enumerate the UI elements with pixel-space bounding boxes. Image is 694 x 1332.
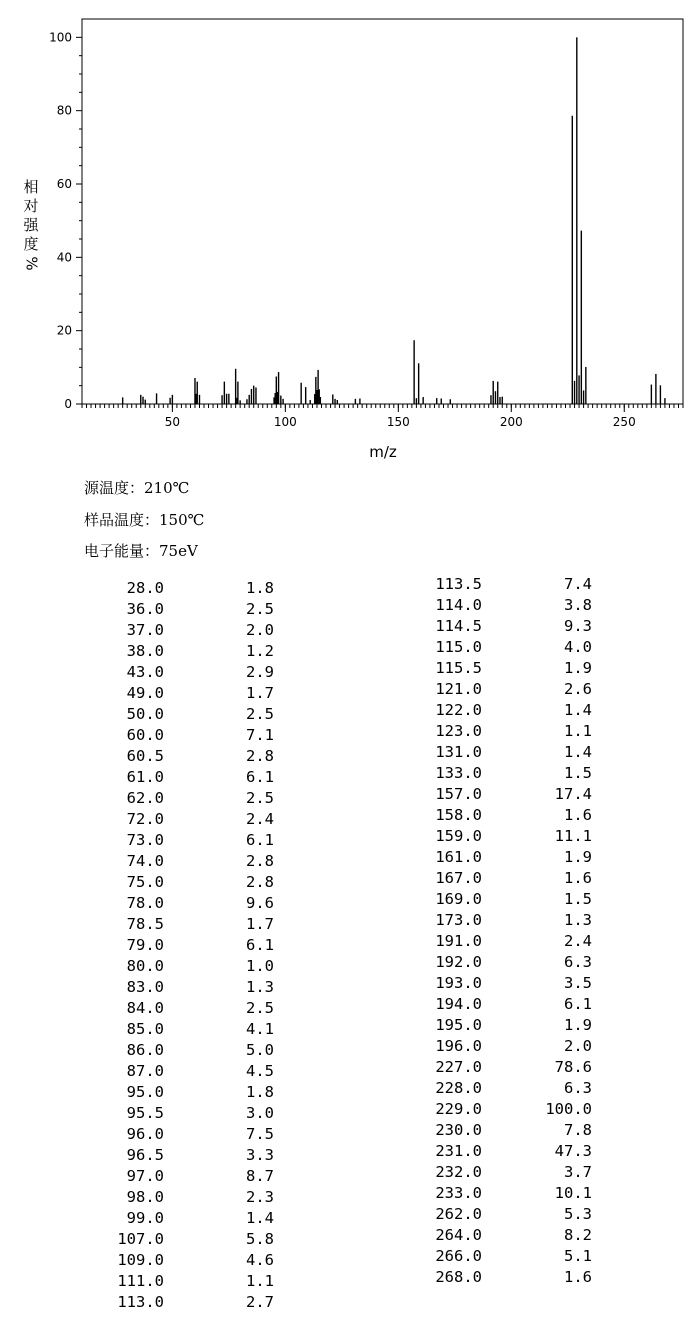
peak-intensity: 5.1 [564, 1247, 592, 1265]
y-tick-label: 60 [56, 177, 72, 191]
peak-row [108, 1292, 274, 1313]
peak-mz: 131.0 [435, 743, 482, 761]
y-axis-label-char: 度 [23, 235, 39, 253]
peak-mz: 96.0 [126, 1125, 164, 1143]
peak-intensity: 6.3 [564, 1079, 592, 1097]
peak-row [108, 851, 274, 872]
y-tick-label: 0 [64, 397, 72, 411]
peak-mz: 113.0 [117, 1293, 164, 1311]
peak-row [108, 809, 274, 830]
peak-mz: 268.0 [435, 1268, 482, 1286]
peak-table-left [108, 578, 274, 1313]
peak-row [426, 1183, 592, 1204]
peak-mz: 195.0 [435, 1016, 482, 1034]
peak-mz: 37.0 [126, 621, 164, 639]
peak-intensity: 1.6 [564, 869, 592, 887]
peak-row [108, 599, 274, 620]
peak-mz: 62.0 [126, 789, 164, 807]
peak-mz: 158.0 [435, 806, 482, 824]
peak-row [108, 1103, 274, 1124]
peak-mz: 99.0 [126, 1209, 164, 1227]
peak-row [426, 889, 592, 910]
peak-intensity: 2.6 [564, 680, 592, 698]
peak-intensity: 2.5 [246, 705, 274, 723]
y-axis-label-unit: % [22, 256, 41, 271]
peak-row [108, 704, 274, 725]
peak-intensity: 47.3 [554, 1142, 592, 1160]
peak-mz: 36.0 [126, 600, 164, 618]
peak-row [108, 1040, 274, 1061]
peak-mz: 229.0 [435, 1100, 482, 1118]
peak-row [426, 1246, 592, 1267]
peak-row [108, 1061, 274, 1082]
peak-row [108, 956, 274, 977]
peak-intensity: 5.8 [246, 1230, 274, 1248]
y-axis-label-char: 相 [23, 178, 39, 196]
peak-intensity: 3.7 [564, 1163, 592, 1181]
peak-intensity: 2.3 [246, 1188, 274, 1206]
peak-intensity: 2.5 [246, 600, 274, 618]
peak-mz: 28.0 [126, 579, 164, 597]
peak-row [108, 641, 274, 662]
peak-row [108, 914, 274, 935]
peak-row [426, 952, 592, 973]
peak-mz: 193.0 [435, 974, 482, 992]
peak-intensity: 9.6 [246, 894, 274, 912]
peak-mz: 192.0 [435, 953, 482, 971]
peak-intensity: 78.6 [554, 1058, 592, 1076]
peak-mz: 231.0 [435, 1142, 482, 1160]
peak-intensity: 6.1 [564, 995, 592, 1013]
peak-intensity: 2.8 [246, 873, 274, 891]
peak-intensity: 1.4 [564, 743, 592, 761]
peak-mz: 74.0 [126, 852, 164, 870]
peak-intensity: 4.5 [246, 1062, 274, 1080]
peak-intensity: 11.1 [554, 827, 592, 845]
peak-row [108, 1250, 274, 1271]
peak-mz: 230.0 [435, 1121, 482, 1139]
peak-row [108, 1082, 274, 1103]
peak-intensity: 1.5 [564, 764, 592, 782]
y-axis [49, 30, 82, 411]
y-tick-label: 100 [49, 30, 72, 45]
peak-mz: 79.0 [126, 936, 164, 954]
peak-intensity: 17.4 [554, 785, 592, 803]
y-axis-label [22, 178, 40, 273]
peak-row [426, 1099, 592, 1120]
peak-mz: 228.0 [435, 1079, 482, 1097]
peak-mz: 115.0 [435, 638, 482, 656]
peak-intensity: 7.1 [246, 726, 274, 744]
peak-mz: 98.0 [126, 1188, 164, 1206]
peak-mz: 113.5 [435, 575, 482, 593]
peak-row [426, 1120, 592, 1141]
peak-mz: 38.0 [126, 642, 164, 660]
y-axis-label-char: 对 [23, 197, 39, 215]
peak-row [108, 998, 274, 1019]
peak-mz: 133.0 [435, 764, 482, 782]
peak-row [108, 872, 274, 893]
peak-intensity: 2.4 [246, 810, 274, 828]
peak-row [108, 935, 274, 956]
peak-mz: 233.0 [435, 1184, 482, 1202]
peak-intensity: 2.4 [564, 932, 592, 950]
peak-mz: 232.0 [435, 1163, 482, 1181]
peak-intensity: 3.0 [246, 1104, 274, 1122]
peak-row [426, 994, 592, 1015]
electron-energy: 电子能量：75eV [84, 542, 198, 560]
peak-mz: 43.0 [126, 663, 164, 681]
peak-row [108, 725, 274, 746]
peak-intensity: 1.5 [564, 890, 592, 908]
peak-row [426, 784, 592, 805]
peak-intensity: 1.3 [564, 911, 592, 929]
peak-mz: 123.0 [435, 722, 482, 740]
peak-row [426, 763, 592, 784]
peak-row [108, 1229, 274, 1250]
spectrum-bars [123, 37, 665, 404]
peak-mz: 266.0 [435, 1247, 482, 1265]
peak-row [426, 868, 592, 889]
peak-mz: 97.0 [126, 1167, 164, 1185]
peak-intensity: 1.9 [564, 1016, 592, 1034]
peak-intensity: 7.8 [564, 1121, 592, 1139]
peak-row [108, 662, 274, 683]
peak-row [426, 700, 592, 721]
peak-intensity: 6.1 [246, 831, 274, 849]
peak-intensity: 3.5 [564, 974, 592, 992]
peak-mz: 114.0 [435, 596, 482, 614]
peak-mz: 75.0 [126, 873, 164, 891]
peak-row [426, 742, 592, 763]
peak-row [426, 1141, 592, 1162]
peak-mz: 50.0 [126, 705, 164, 723]
peak-intensity: 4.6 [246, 1251, 274, 1269]
peak-row [426, 679, 592, 700]
peak-row [426, 910, 592, 931]
peak-intensity: 8.2 [564, 1226, 592, 1244]
peak-row [426, 931, 592, 952]
peak-intensity: 2.7 [246, 1293, 274, 1311]
peak-row [426, 1036, 592, 1057]
peak-mz: 95.5 [126, 1104, 164, 1122]
peak-intensity: 2.0 [246, 621, 274, 639]
x-tick-label: 150 [386, 415, 410, 429]
peak-mz: 61.0 [126, 768, 164, 786]
peak-mz: 83.0 [126, 978, 164, 996]
peak-row [108, 1271, 274, 1292]
peak-mz: 96.5 [126, 1146, 164, 1164]
peak-intensity: 1.1 [246, 1272, 274, 1290]
peak-mz: 114.5 [435, 617, 482, 635]
peak-row [426, 826, 592, 847]
peak-mz: 84.0 [126, 999, 164, 1017]
peak-intensity: 2.9 [246, 663, 274, 681]
peak-row [426, 1204, 592, 1225]
peak-intensity: 2.8 [246, 747, 274, 765]
peak-row [426, 805, 592, 826]
peak-intensity: 3.8 [564, 596, 592, 614]
peak-mz: 173.0 [435, 911, 482, 929]
peak-row [426, 1267, 592, 1288]
peak-intensity: 1.6 [564, 806, 592, 824]
peak-mz: 196.0 [435, 1037, 482, 1055]
peak-intensity: 10.1 [554, 1184, 592, 1202]
peak-row [426, 1225, 592, 1246]
peak-row [426, 616, 592, 637]
peak-intensity: 4.1 [246, 1020, 274, 1038]
peak-row [108, 830, 274, 851]
peak-intensity: 1.1 [564, 722, 592, 740]
peak-row [426, 847, 592, 868]
peak-row [426, 1078, 592, 1099]
peak-row [426, 1162, 592, 1183]
peak-intensity: 1.3 [246, 978, 274, 996]
peak-mz: 109.0 [117, 1251, 164, 1269]
peak-mz: 262.0 [435, 1205, 482, 1223]
peak-mz: 191.0 [435, 932, 482, 950]
peak-row [426, 1057, 592, 1078]
peak-intensity: 1.2 [246, 642, 274, 660]
x-tick-label: 100 [273, 415, 297, 429]
peak-intensity: 2.5 [246, 789, 274, 807]
peak-mz: 111.0 [117, 1272, 164, 1290]
peak-intensity: 3.3 [246, 1146, 274, 1164]
peak-intensity: 7.5 [246, 1125, 274, 1143]
peak-mz: 95.0 [126, 1083, 164, 1101]
peak-row [426, 721, 592, 742]
peak-row [426, 595, 592, 616]
peak-row [426, 658, 592, 679]
peak-mz: 227.0 [435, 1058, 482, 1076]
peak-row [108, 1019, 274, 1040]
peak-mz: 72.0 [126, 810, 164, 828]
peak-mz: 115.5 [435, 659, 482, 677]
peak-intensity: 1.6 [564, 1268, 592, 1286]
peak-intensity: 8.7 [246, 1167, 274, 1185]
peak-mz: 122.0 [435, 701, 482, 719]
peak-intensity: 1.9 [564, 659, 592, 677]
peak-row [108, 893, 274, 914]
peak-intensity: 5.3 [564, 1205, 592, 1223]
peak-row [108, 1187, 274, 1208]
peak-mz: 159.0 [435, 827, 482, 845]
peak-mz: 60.5 [126, 747, 164, 765]
x-tick-label: 200 [499, 415, 523, 429]
peak-intensity: 1.7 [246, 684, 274, 702]
peak-intensity: 1.8 [246, 1083, 274, 1101]
peak-mz: 86.0 [126, 1041, 164, 1059]
x-axis-label: m/z [369, 443, 397, 461]
peak-row [108, 1166, 274, 1187]
peak-intensity: 7.4 [564, 575, 592, 593]
y-tick-label: 80 [56, 103, 72, 118]
peak-mz: 78.5 [126, 915, 164, 933]
peak-mz: 107.0 [117, 1230, 164, 1248]
peak-intensity: 9.3 [564, 617, 592, 635]
x-tick-label: 250 [612, 415, 636, 429]
peak-row [108, 683, 274, 704]
peak-row [108, 1145, 274, 1166]
peak-intensity: 1.4 [246, 1209, 274, 1227]
peak-row [108, 1124, 274, 1145]
peak-intensity: 100.0 [545, 1100, 592, 1118]
peak-mz: 49.0 [126, 684, 164, 702]
source-temperature: 源温度：210℃ [84, 479, 190, 497]
peak-row [108, 578, 274, 599]
peak-row [426, 1015, 592, 1036]
peak-mz: 194.0 [435, 995, 482, 1013]
peak-intensity: 6.1 [246, 936, 274, 954]
peak-mz: 169.0 [435, 890, 482, 908]
peak-intensity: 1.4 [564, 701, 592, 719]
peak-mz: 157.0 [435, 785, 482, 803]
peak-mz: 85.0 [126, 1020, 164, 1038]
y-tick-label: 40 [56, 250, 72, 265]
peak-intensity: 1.8 [246, 579, 274, 597]
peak-mz: 78.0 [126, 894, 164, 912]
y-axis-label-char: 强 [23, 216, 39, 234]
peak-row [108, 977, 274, 998]
peak-intensity: 2.8 [246, 852, 274, 870]
peak-row [426, 574, 592, 595]
peak-row [426, 973, 592, 994]
peak-mz: 264.0 [435, 1226, 482, 1244]
peak-mz: 121.0 [435, 680, 482, 698]
peak-mz: 73.0 [126, 831, 164, 849]
peak-intensity: 5.0 [246, 1041, 274, 1059]
peak-row [108, 746, 274, 767]
peak-intensity: 2.0 [564, 1037, 592, 1055]
peak-mz: 60.0 [126, 726, 164, 744]
peak-intensity: 1.9 [564, 848, 592, 866]
peak-row [108, 620, 274, 641]
mass-spectrum-chart [0, 0, 694, 470]
peak-intensity: 6.3 [564, 953, 592, 971]
x-tick-label: 50 [164, 415, 181, 429]
peak-row [108, 788, 274, 809]
peak-intensity: 4.0 [564, 638, 592, 656]
plot-frame [82, 19, 683, 404]
peak-mz: 87.0 [126, 1062, 164, 1080]
peak-mz: 80.0 [126, 957, 164, 975]
peak-intensity: 1.0 [246, 957, 274, 975]
peak-intensity: 6.1 [246, 768, 274, 786]
peak-mz: 161.0 [435, 848, 482, 866]
peak-mz: 167.0 [435, 869, 482, 887]
peak-intensity: 2.5 [246, 999, 274, 1017]
peak-intensity: 1.7 [246, 915, 274, 933]
y-tick-label: 20 [56, 323, 72, 338]
peak-table-right [426, 574, 592, 1288]
peak-row [426, 637, 592, 658]
peak-row [108, 1208, 274, 1229]
sample-temperature: 样品温度：150℃ [84, 511, 205, 529]
peak-row [108, 767, 274, 788]
